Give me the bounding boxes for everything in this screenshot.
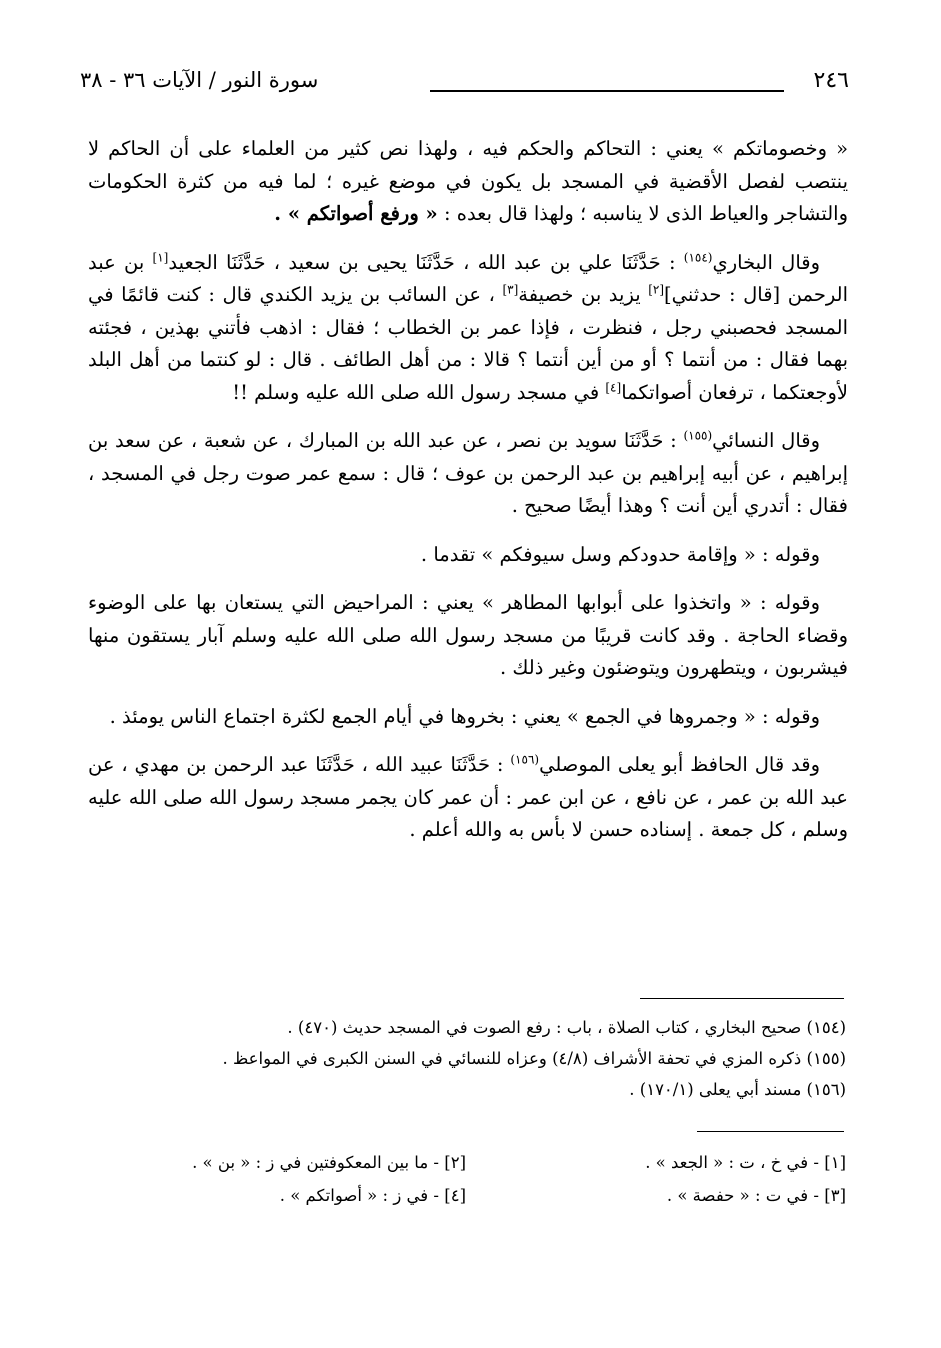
variant-ref-4: [٤]	[605, 380, 622, 394]
page-header	[80, 64, 849, 104]
variants-separator	[697, 1131, 844, 1132]
variants-row	[86, 1146, 846, 1179]
paragraph-2: وقال البخاري$^{(١٥٤)}$ : حَدَّثَنَا علي بن عبد الله ، حَدَّثَنَا يحيى بن سعيد ، حَدَّثَنَا الجعيد[١] بن عبد الرحمن [قال : حدثني][٢] يزيد بن خصيفة[٣] ، عن السائب بن يزيد الكندي قال : كنت قائمًا في المسجد فحصبني رجل ، فنظرت ، فإذا عمر بن الخطاب ؛ فقال : اذهب فأتني بهذين ، فجئته بهما فقال : من أنتما ؟ أو من أين أنتما ؟ قالا : من أهل الطائف . قال : لو كنتما من أهل البلد لأوجعتكما ، ترفعان أصواتكما[٤] في مسجد رسول الله صلى الله عليه وسلم !!	[88, 250, 849, 404]
paragraph-4: وقوله : « وإقامة حدودكم وسل سيوفكم » تقدما .	[420, 542, 820, 566]
paragraph-7: وقد قال الحافظ أبو يعلى الموصلي$^{(١٥٦)}$ : حَدَّثَنَا عبيد الله ، حَدَّثَنَا عبد الرحمن بن مهدي ، عن عبد الله بن عمر ، عن نافع ، عن ابن عمر : أن عمر كان يجمر مسجد رسول الله صلى الله عليه وسلم ، كل جمعة . إسناده حسن لا بأس به والله أعلم .	[88, 752, 848, 841]
footnote-separator	[640, 998, 844, 999]
bold-quote: « ورفع أصواتكم » .	[274, 202, 438, 225]
main-text	[88, 133, 848, 863]
footnote-156: (١٥٦) مسند أبي يعلى (١٧٠/١) .	[629, 1080, 846, 1099]
textual-variants	[86, 1146, 846, 1212]
header-rule	[430, 90, 784, 92]
footnote-ref-154: (١٥٤)	[683, 250, 713, 264]
footnote-154: (١٥٤) صحيح البخاري ، كتاب الصلاة ، باب : رفع الصوت في المسجد حديث (٤٧٠) .	[287, 1018, 846, 1037]
variant-ref-2: [٢]	[648, 282, 665, 297]
variant-3: [٣] - في ت : « حفصة » .	[666, 1186, 846, 1205]
variants-row	[86, 1179, 846, 1212]
paragraph-3: وقال النسائي$^{(١٥٥)}$ : حَدَّثَنَا سويد بن نصر ، عن عبد الله بن المبارك ، عن شعبة ، عن سعد بن إبراهيم ، عن أبيه إبراهيم بن عبد الرحمن بن عوف ؛ قال : سمع عمر صوت رجل في المسجد ، فقال : أتدري أين أنت ؟ وهذا أيضًا صحيح .	[88, 428, 848, 517]
footnote-ref-155: (١٥٥)	[683, 428, 713, 443]
paragraph-1: « وخصوماتكم » يعني : التحاكم والحكم فيه ، ولهذا نص كثير من العلماء على أن الحاكم لا ينتصب لفصل الأقضية في المسجد بل يكون في موضع غيره ؛ لما فيه من كثرة الحكومات والتشاجر والعياط الذى لا يناسبه ؛ ولهذا قال بعده : « ورفع أصواتكم » .	[88, 137, 848, 225]
variant-ref-1: [١]	[152, 250, 169, 264]
running-title: سورة النور / الآيات ٣٦ - ٣٨	[80, 68, 319, 92]
variant-ref-3: [٣]	[502, 282, 519, 297]
footnotes	[86, 1012, 846, 1105]
variant-4: [٤] - في ز : « أصواتكم » .	[279, 1186, 466, 1205]
footnote-ref-156: (١٥٦)	[510, 752, 540, 767]
page-number: ٢٤٦	[813, 68, 849, 93]
variant-1: [١] - في خ ، ت : « الجعد » .	[645, 1153, 846, 1172]
footnote-155: (١٥٥) ذكره المزي في تحفة الأشراف (٤/٨) وعزاه للنسائي في السنن الكبرى في المواعظ .	[222, 1049, 846, 1068]
paragraph-5: وقوله : « واتخذوا على أبوابها المطاهر » يعني : المراحيض التي يستعان بها على الوضوء وقضاء الحاجة . وقد كانت قريبًا من مسجد رسول الله صلى الله عليه وسلم آبار يستقون منها فيشربون ، ويتطهرون ويتوضئون وغير ذلك .	[88, 591, 848, 679]
variant-2: [٢] - ما بين المعكوفتين في ز : « بن » .	[192, 1153, 466, 1172]
paragraph-6: وقوله : « وجمروها في الجمع » يعني : بخروها في أيام الجمع لكثرة اجتماع الناس يومئذ .	[109, 704, 820, 728]
